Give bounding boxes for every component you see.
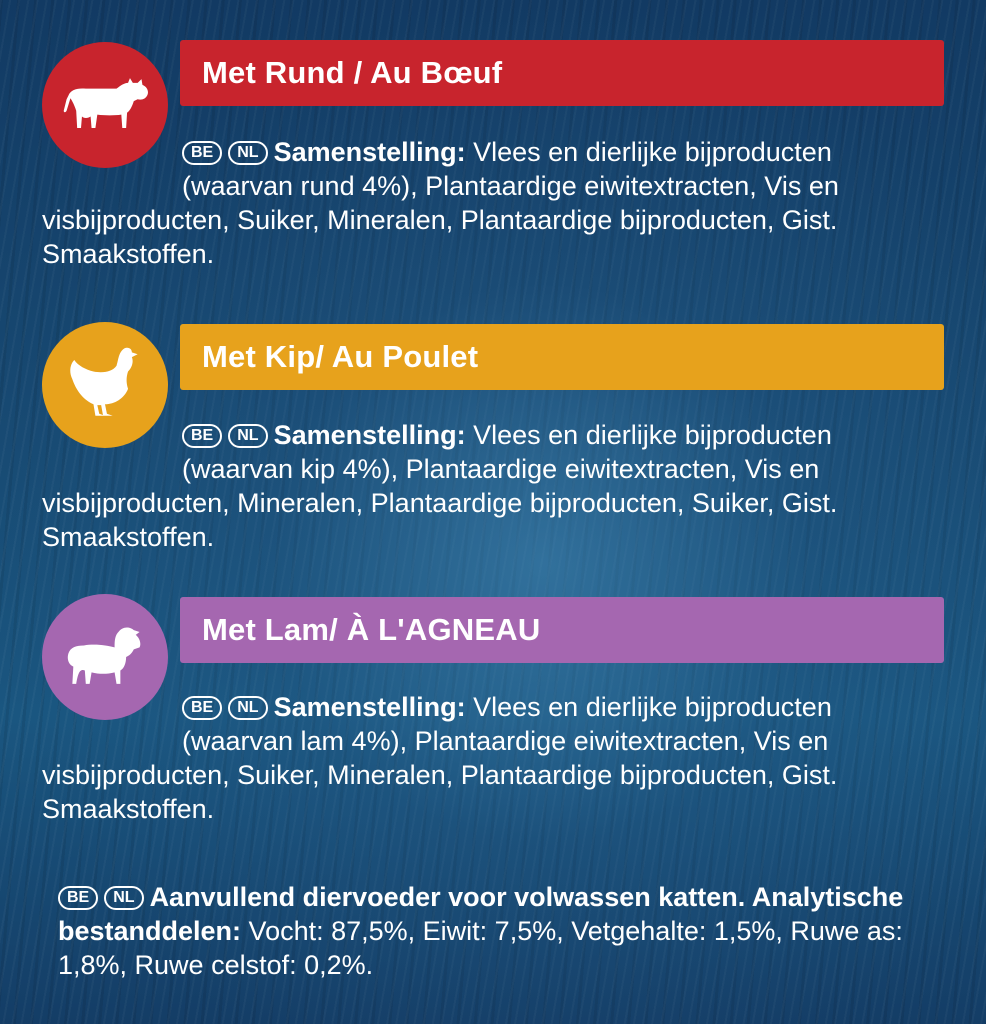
nl-pill: NL (228, 141, 267, 165)
lamb-title-banner (180, 597, 944, 663)
ingredients-line1: Vlees en dierlijke bijproducten (473, 420, 832, 450)
beef-ingredients (42, 135, 942, 271)
beef-title-banner (180, 40, 944, 106)
ingredients-line1: Vlees en dierlijke bijproducten (473, 137, 832, 167)
nl-pill: NL (228, 424, 267, 448)
lamb-ingredients (42, 690, 942, 826)
composition-label: Samenstelling: (273, 420, 466, 450)
ingredients-line1: Vlees en dierlijke bijproducten (473, 692, 832, 722)
ingredients-rest: (waarvan lam 4%), Plantaardige eiwitextracten, Vis en visbijproducten, Suiker, Mineralen, Plantaardige bijproducten, Gist. Smaakstoffen. (42, 726, 838, 824)
lamb-title: Met Lam/ À L'AGNEAU (202, 612, 541, 647)
ingredients-rest: (waarvan rund 4%), Plantaardige eiwitextracten, Vis en visbijproducten, Suiker, Mineralen, Plantaardige bijproducten, Gist. Smaakstoffen. (42, 171, 839, 269)
nl-pill: NL (228, 696, 267, 720)
chicken-title-banner (180, 324, 944, 390)
ingredients-rest: (waarvan kip 4%), Plantaardige eiwitextracten, Vis en visbijproducten, Mineralen, Plantaardige bijproducten, Suiker, Gist. Smaakstoffen. (42, 454, 838, 552)
analytical-constituents (58, 880, 958, 982)
composition-label: Samenstelling: (273, 692, 466, 722)
chicken-ingredients (42, 418, 942, 554)
chicken-title: Met Kip/ Au Poulet (202, 339, 479, 374)
beef-title: Met Rund / Au Bœuf (202, 55, 503, 90)
nl-pill: NL (104, 886, 143, 910)
feed-description: Aanvullend diervoeder voor volwassen katten. Analytische bestanddelen: (58, 882, 904, 946)
analytics-values: Vocht: 87,5%, Eiwit: 7,5%, Vetgehalte: 1,5%, Ruwe as: 1,8%, Ruwe celstof: 0,2%. (58, 916, 903, 980)
be-pill: BE (182, 141, 222, 165)
be-pill: BE (58, 886, 98, 910)
be-pill: BE (182, 424, 222, 448)
be-pill: BE (182, 696, 222, 720)
composition-label: Samenstelling: (273, 137, 466, 167)
